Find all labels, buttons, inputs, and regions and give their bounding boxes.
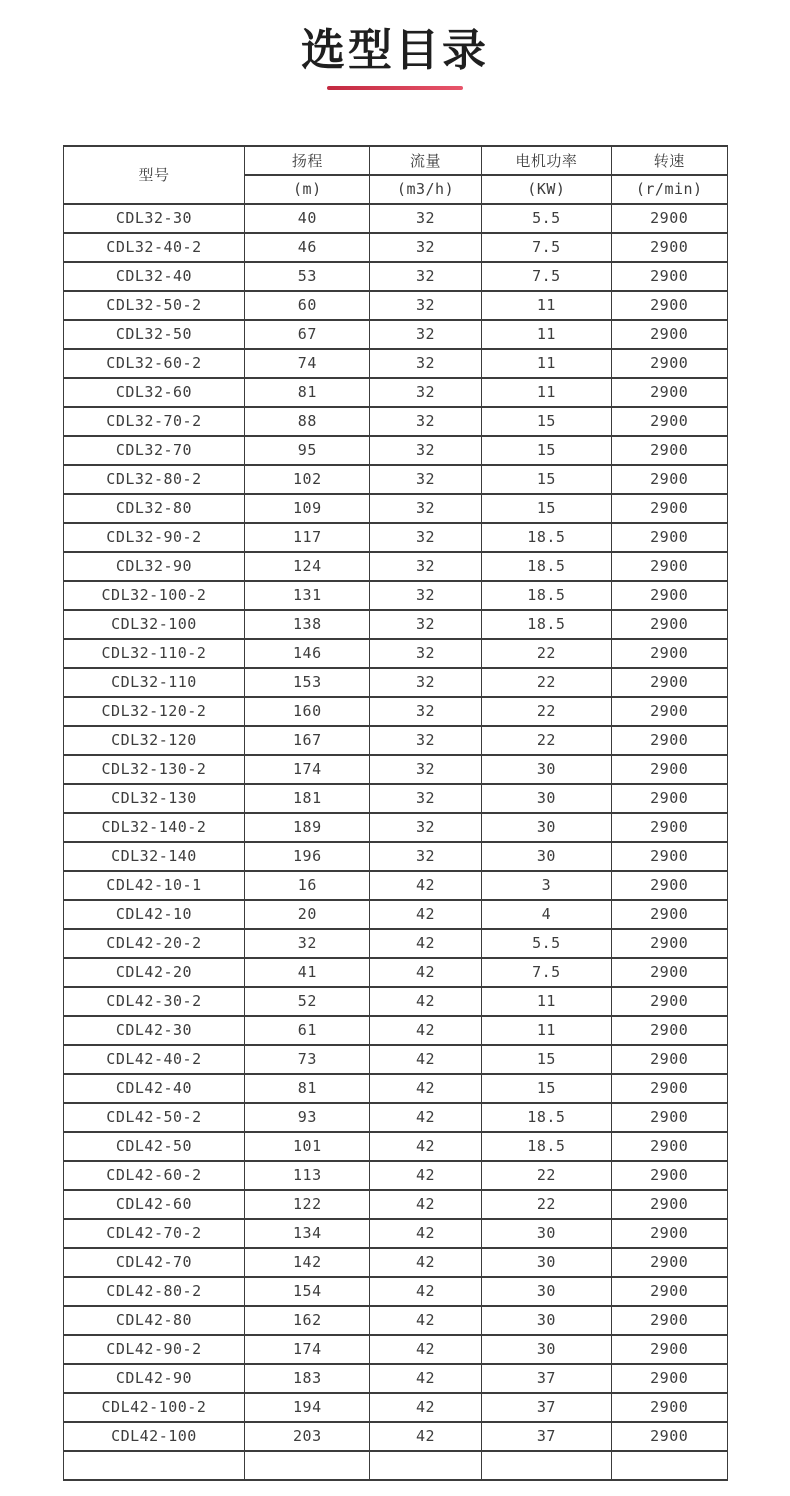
table-row (63, 987, 727, 1016)
table-row (63, 233, 727, 262)
table-row (63, 813, 727, 842)
flow-cell: 42 (370, 1074, 482, 1103)
head-cell: 194 (245, 1393, 370, 1422)
flow-cell: 42 (370, 1422, 482, 1451)
speed-cell: 2900 (611, 726, 727, 755)
power-cell: 18.5 (481, 1103, 611, 1132)
head-cell: 142 (245, 1248, 370, 1277)
speed-cell: 2900 (611, 871, 727, 900)
power-cell: 30 (481, 1306, 611, 1335)
table-row (63, 668, 727, 697)
flow-cell: 32 (370, 581, 482, 610)
table-row (63, 349, 727, 378)
head-cell: 153 (245, 668, 370, 697)
power-cell: 11 (481, 320, 611, 349)
table-row (63, 900, 727, 929)
speed-cell: 2900 (611, 900, 727, 929)
table-row (63, 755, 727, 784)
speed-cell: 2900 (611, 523, 727, 552)
head-cell: 134 (245, 1219, 370, 1248)
head-cell: 32 (245, 929, 370, 958)
model-cell: CDL32-40-2 (63, 233, 245, 262)
power-cell: 30 (481, 1248, 611, 1277)
speed-cell: 2900 (611, 494, 727, 523)
power-cell: 37 (481, 1364, 611, 1393)
head-cell: 102 (245, 465, 370, 494)
power-cell (481, 1451, 611, 1480)
head-cell: 146 (245, 639, 370, 668)
head-cell: 61 (245, 1016, 370, 1045)
model-cell: CDL42-30-2 (63, 987, 245, 1016)
header-speed-unit: (r/min) (611, 175, 727, 204)
power-cell: 18.5 (481, 552, 611, 581)
flow-cell: 32 (370, 552, 482, 581)
model-cell: CDL42-70 (63, 1248, 245, 1277)
flow-cell: 42 (370, 1161, 482, 1190)
flow-cell: 32 (370, 668, 482, 697)
head-cell: 174 (245, 755, 370, 784)
table-row (63, 320, 727, 349)
speed-cell: 2900 (611, 1219, 727, 1248)
header-power: 电机功率 (481, 146, 611, 175)
flow-cell (370, 1451, 482, 1480)
header-speed: 转速 (611, 146, 727, 175)
header-flow: 流量 (370, 146, 482, 175)
speed-cell: 2900 (611, 639, 727, 668)
table-row (63, 1016, 727, 1045)
selection-catalog-table (63, 145, 728, 1481)
power-cell: 15 (481, 1074, 611, 1103)
title-underline-accent (327, 86, 463, 90)
table-row (63, 1306, 727, 1335)
head-cell: 101 (245, 1132, 370, 1161)
model-cell: CDL32-110 (63, 668, 245, 697)
speed-cell: 2900 (611, 1103, 727, 1132)
speed-cell: 2900 (611, 436, 727, 465)
speed-cell: 2900 (611, 262, 727, 291)
head-cell: 53 (245, 262, 370, 291)
speed-cell: 2900 (611, 1161, 727, 1190)
speed-cell: 2900 (611, 1016, 727, 1045)
model-cell: CDL42-100-2 (63, 1393, 245, 1422)
flow-cell: 42 (370, 871, 482, 900)
head-cell: 124 (245, 552, 370, 581)
speed-cell: 2900 (611, 581, 727, 610)
model-cell: CDL32-90 (63, 552, 245, 581)
table-body (63, 204, 727, 1480)
power-cell: 22 (481, 639, 611, 668)
head-cell: 113 (245, 1161, 370, 1190)
page-title: 选型目录 (301, 25, 489, 76)
head-cell: 138 (245, 610, 370, 639)
table-row (63, 610, 727, 639)
table-row (63, 204, 727, 233)
model-cell: CDL42-60-2 (63, 1161, 245, 1190)
flow-cell: 32 (370, 291, 482, 320)
model-cell: CDL42-50-2 (63, 1103, 245, 1132)
flow-cell: 42 (370, 1103, 482, 1132)
speed-cell: 2900 (611, 610, 727, 639)
header-power-unit: (KW) (481, 175, 611, 204)
model-cell: CDL32-60-2 (63, 349, 245, 378)
speed-cell: 2900 (611, 784, 727, 813)
flow-cell: 32 (370, 407, 482, 436)
header-head: 扬程 (245, 146, 370, 175)
speed-cell: 2900 (611, 1277, 727, 1306)
speed-cell: 2900 (611, 668, 727, 697)
table-row (63, 378, 727, 407)
power-cell: 37 (481, 1422, 611, 1451)
table-row (63, 958, 727, 987)
power-cell: 5.5 (481, 204, 611, 233)
power-cell: 11 (481, 1016, 611, 1045)
head-cell: 46 (245, 233, 370, 262)
flow-cell: 42 (370, 1364, 482, 1393)
model-cell: CDL42-20 (63, 958, 245, 987)
speed-cell: 2900 (611, 1364, 727, 1393)
power-cell: 22 (481, 1190, 611, 1219)
flow-cell: 42 (370, 1306, 482, 1335)
flow-cell: 32 (370, 320, 482, 349)
flow-cell: 42 (370, 1335, 482, 1364)
power-cell: 7.5 (481, 233, 611, 262)
power-cell: 30 (481, 755, 611, 784)
power-cell: 15 (481, 1045, 611, 1074)
table-row-partial (63, 1451, 727, 1480)
model-cell: CDL42-20-2 (63, 929, 245, 958)
speed-cell: 2900 (611, 929, 727, 958)
head-cell: 122 (245, 1190, 370, 1219)
table-row (63, 1335, 727, 1364)
table-row (63, 1132, 727, 1161)
power-cell: 18.5 (481, 523, 611, 552)
head-cell (245, 1451, 370, 1480)
model-cell: CDL42-40-2 (63, 1045, 245, 1074)
flow-cell: 32 (370, 697, 482, 726)
head-cell: 160 (245, 697, 370, 726)
model-cell: CDL42-40 (63, 1074, 245, 1103)
speed-cell: 2900 (611, 204, 727, 233)
table-row (63, 436, 727, 465)
flow-cell: 32 (370, 813, 482, 842)
power-cell: 15 (481, 465, 611, 494)
speed-cell: 2900 (611, 1045, 727, 1074)
power-cell: 11 (481, 378, 611, 407)
model-cell: CDL32-80-2 (63, 465, 245, 494)
power-cell: 22 (481, 668, 611, 697)
speed-cell: 2900 (611, 755, 727, 784)
table-row (63, 523, 727, 552)
speed-cell: 2900 (611, 291, 727, 320)
speed-cell (611, 1451, 727, 1480)
model-cell: CDL32-120 (63, 726, 245, 755)
flow-cell: 32 (370, 233, 482, 262)
head-cell: 203 (245, 1422, 370, 1451)
power-cell: 7.5 (481, 262, 611, 291)
power-cell: 22 (481, 697, 611, 726)
speed-cell: 2900 (611, 842, 727, 871)
table-row (63, 262, 727, 291)
model-cell: CDL32-50-2 (63, 291, 245, 320)
header-head-unit: (m) (245, 175, 370, 204)
model-cell: CDL32-80 (63, 494, 245, 523)
speed-cell: 2900 (611, 465, 727, 494)
power-cell: 11 (481, 291, 611, 320)
head-cell: 181 (245, 784, 370, 813)
flow-cell: 42 (370, 958, 482, 987)
table-row (63, 929, 727, 958)
table-header (63, 146, 727, 204)
head-cell: 73 (245, 1045, 370, 1074)
head-cell: 189 (245, 813, 370, 842)
flow-cell: 42 (370, 1248, 482, 1277)
table-row (63, 784, 727, 813)
model-cell: CDL42-100 (63, 1422, 245, 1451)
table-row (63, 1248, 727, 1277)
table-row (63, 1045, 727, 1074)
model-cell: CDL32-40 (63, 262, 245, 291)
flow-cell: 32 (370, 610, 482, 639)
head-cell: 81 (245, 1074, 370, 1103)
model-cell: CDL42-70-2 (63, 1219, 245, 1248)
power-cell: 30 (481, 1277, 611, 1306)
model-cell: CDL42-80-2 (63, 1277, 245, 1306)
model-cell: CDL32-130 (63, 784, 245, 813)
model-cell: CDL42-10-1 (63, 871, 245, 900)
power-cell: 18.5 (481, 1132, 611, 1161)
power-cell: 37 (481, 1393, 611, 1422)
speed-cell: 2900 (611, 1422, 727, 1451)
table-row (63, 1161, 727, 1190)
head-cell: 52 (245, 987, 370, 1016)
head-cell: 81 (245, 378, 370, 407)
model-cell: CDL32-60 (63, 378, 245, 407)
model-cell: CDL42-90 (63, 1364, 245, 1393)
table-row (63, 1103, 727, 1132)
model-cell (63, 1451, 245, 1480)
header-flow-unit: (m3/h) (370, 175, 482, 204)
power-cell: 3 (481, 871, 611, 900)
power-cell: 30 (481, 784, 611, 813)
table-row (63, 581, 727, 610)
table-row (63, 1074, 727, 1103)
head-cell: 196 (245, 842, 370, 871)
flow-cell: 42 (370, 1016, 482, 1045)
flow-cell: 32 (370, 755, 482, 784)
table-row (63, 1190, 727, 1219)
flow-cell: 32 (370, 842, 482, 871)
power-cell: 30 (481, 1219, 611, 1248)
flow-cell: 32 (370, 436, 482, 465)
power-cell: 11 (481, 349, 611, 378)
table-row (63, 726, 727, 755)
speed-cell: 2900 (611, 320, 727, 349)
table-row (63, 1219, 727, 1248)
model-cell: CDL32-70 (63, 436, 245, 465)
speed-cell: 2900 (611, 1393, 727, 1422)
speed-cell: 2900 (611, 1190, 727, 1219)
flow-cell: 32 (370, 639, 482, 668)
head-cell: 88 (245, 407, 370, 436)
power-cell: 5.5 (481, 929, 611, 958)
power-cell: 18.5 (481, 581, 611, 610)
speed-cell: 2900 (611, 813, 727, 842)
table-row (63, 494, 727, 523)
model-cell: CDL42-80 (63, 1306, 245, 1335)
flow-cell: 42 (370, 1190, 482, 1219)
speed-cell: 2900 (611, 958, 727, 987)
flow-cell: 42 (370, 1393, 482, 1422)
flow-cell: 42 (370, 987, 482, 1016)
power-cell: 30 (481, 1335, 611, 1364)
speed-cell: 2900 (611, 697, 727, 726)
model-cell: CDL32-110-2 (63, 639, 245, 668)
speed-cell: 2900 (611, 407, 727, 436)
head-cell: 162 (245, 1306, 370, 1335)
flow-cell: 32 (370, 465, 482, 494)
model-cell: CDL32-130-2 (63, 755, 245, 784)
model-cell: CDL32-30 (63, 204, 245, 233)
head-cell: 131 (245, 581, 370, 610)
head-cell: 41 (245, 958, 370, 987)
power-cell: 30 (481, 842, 611, 871)
head-cell: 67 (245, 320, 370, 349)
head-cell: 154 (245, 1277, 370, 1306)
head-cell: 95 (245, 436, 370, 465)
table-row (63, 552, 727, 581)
model-cell: CDL42-60 (63, 1190, 245, 1219)
table-row (63, 1364, 727, 1393)
speed-cell: 2900 (611, 987, 727, 1016)
speed-cell: 2900 (611, 1248, 727, 1277)
table-row (63, 842, 727, 871)
model-cell: CDL42-90-2 (63, 1335, 245, 1364)
model-cell: CDL42-10 (63, 900, 245, 929)
flow-cell: 32 (370, 378, 482, 407)
power-cell: 22 (481, 1161, 611, 1190)
head-cell: 167 (245, 726, 370, 755)
flow-cell: 32 (370, 262, 482, 291)
power-cell: 7.5 (481, 958, 611, 987)
power-cell: 4 (481, 900, 611, 929)
flow-cell: 42 (370, 1277, 482, 1306)
head-cell: 40 (245, 204, 370, 233)
speed-cell: 2900 (611, 1132, 727, 1161)
flow-cell: 42 (370, 1045, 482, 1074)
model-cell: CDL32-90-2 (63, 523, 245, 552)
model-cell: CDL32-140-2 (63, 813, 245, 842)
header-model: 型号 (63, 146, 245, 204)
flow-cell: 32 (370, 204, 482, 233)
flow-cell: 42 (370, 1132, 482, 1161)
model-cell: CDL42-30 (63, 1016, 245, 1045)
model-cell: CDL32-70-2 (63, 407, 245, 436)
flow-cell: 32 (370, 494, 482, 523)
flow-cell: 32 (370, 784, 482, 813)
flow-cell: 42 (370, 929, 482, 958)
model-cell: CDL42-50 (63, 1132, 245, 1161)
head-cell: 109 (245, 494, 370, 523)
table-row (63, 407, 727, 436)
table-row (63, 697, 727, 726)
head-cell: 60 (245, 291, 370, 320)
table-row (63, 639, 727, 668)
power-cell: 15 (481, 436, 611, 465)
head-cell: 93 (245, 1103, 370, 1132)
speed-cell: 2900 (611, 1306, 727, 1335)
head-cell: 20 (245, 900, 370, 929)
power-cell: 15 (481, 407, 611, 436)
table-row (63, 1277, 727, 1306)
model-cell: CDL32-100-2 (63, 581, 245, 610)
head-cell: 183 (245, 1364, 370, 1393)
speed-cell: 2900 (611, 233, 727, 262)
flow-cell: 32 (370, 523, 482, 552)
head-cell: 74 (245, 349, 370, 378)
flow-cell: 32 (370, 349, 482, 378)
speed-cell: 2900 (611, 378, 727, 407)
table-row (63, 871, 727, 900)
power-cell: 30 (481, 813, 611, 842)
table-row (63, 465, 727, 494)
power-cell: 18.5 (481, 610, 611, 639)
model-cell: CDL32-140 (63, 842, 245, 871)
speed-cell: 2900 (611, 552, 727, 581)
power-cell: 15 (481, 494, 611, 523)
power-cell: 11 (481, 987, 611, 1016)
table-row (63, 1422, 727, 1451)
flow-cell: 42 (370, 900, 482, 929)
speed-cell: 2900 (611, 349, 727, 378)
model-cell: CDL32-100 (63, 610, 245, 639)
model-cell: CDL32-120-2 (63, 697, 245, 726)
head-cell: 117 (245, 523, 370, 552)
header-row-labels (63, 146, 727, 175)
table-row (63, 291, 727, 320)
head-cell: 174 (245, 1335, 370, 1364)
model-cell: CDL32-50 (63, 320, 245, 349)
flow-cell: 42 (370, 1219, 482, 1248)
power-cell: 22 (481, 726, 611, 755)
speed-cell: 2900 (611, 1074, 727, 1103)
speed-cell: 2900 (611, 1335, 727, 1364)
table-row (63, 1393, 727, 1422)
head-cell: 16 (245, 871, 370, 900)
flow-cell: 32 (370, 726, 482, 755)
